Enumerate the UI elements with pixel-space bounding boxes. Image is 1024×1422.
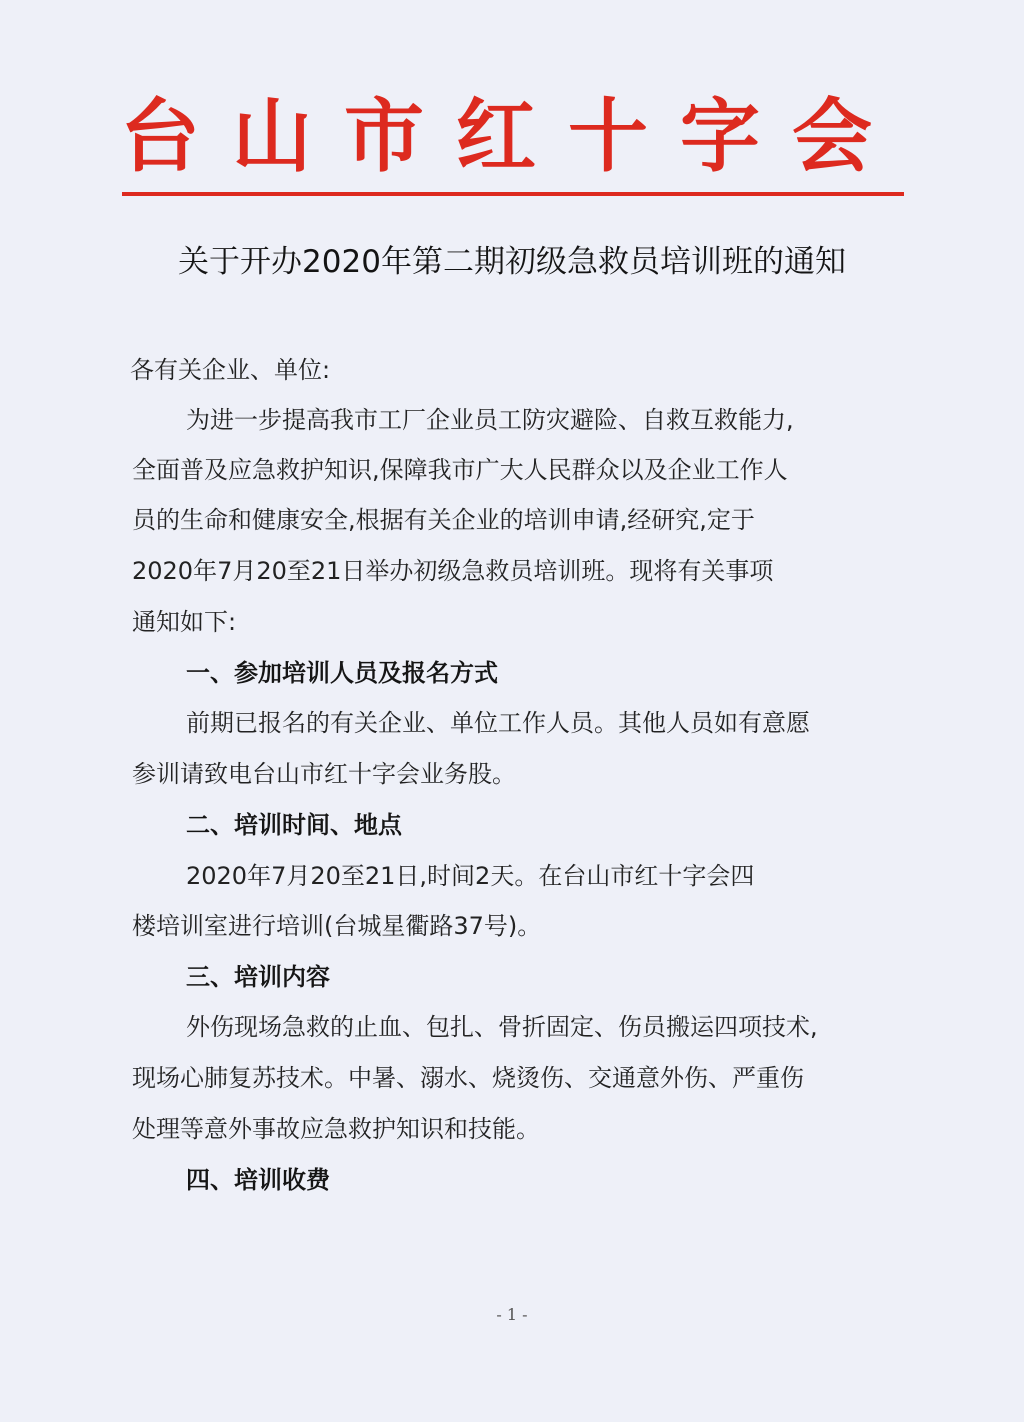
intro-line: 2020年7月20至21日举办初级急救员培训班。现将有关事项 <box>132 557 774 585</box>
section-heading: 四、培训收费 <box>186 1166 330 1194</box>
section-heading: 二、培训时间、地点 <box>186 811 402 839</box>
section-line: 2020年7月20至21日,时间2天。在台山市红十字会四 <box>186 862 755 890</box>
section-line: 现场心肺复苏技术。中暑、溺水、烧烫伤、交通意外伤、严重伤 <box>132 1064 804 1092</box>
salutation: 各有关企业、单位: <box>130 356 331 384</box>
section-line: 前期已报名的有关企业、单位工作人员。其他人员如有意愿 <box>186 709 810 737</box>
intro-line: 员的生命和健康安全,根据有关企业的培训申请,经研究,定于 <box>132 506 755 534</box>
section-line: 处理等意外事故应急救护知识和技能。 <box>132 1115 540 1143</box>
section-heading: 一、参加培训人员及报名方式 <box>186 659 498 687</box>
section-line: 参训请致电台山市红十字会业务股。 <box>132 760 516 788</box>
letterhead-org-name: 台山市红十字会 <box>120 89 904 183</box>
section-line: 外伤现场急救的止血、包扎、骨折固定、伤员搬运四项技术, <box>186 1013 818 1041</box>
section-line: 楼培训室进行培训(台城星衢路37号)。 <box>132 912 542 940</box>
document-title: 关于开办2020年第二期初级急救员培训班的通知 <box>178 244 846 280</box>
page-number: - 1 - <box>496 1305 528 1324</box>
letterhead-red-rule <box>122 192 904 196</box>
intro-line: 全面普及应急救护知识,保障我市广大人民群众以及企业工作人 <box>132 456 788 484</box>
intro-line: 为进一步提高我市工厂企业员工防灾避险、自救互救能力, <box>186 406 794 434</box>
section-heading: 三、培训内容 <box>186 963 330 991</box>
intro-line: 通知如下: <box>132 608 237 636</box>
